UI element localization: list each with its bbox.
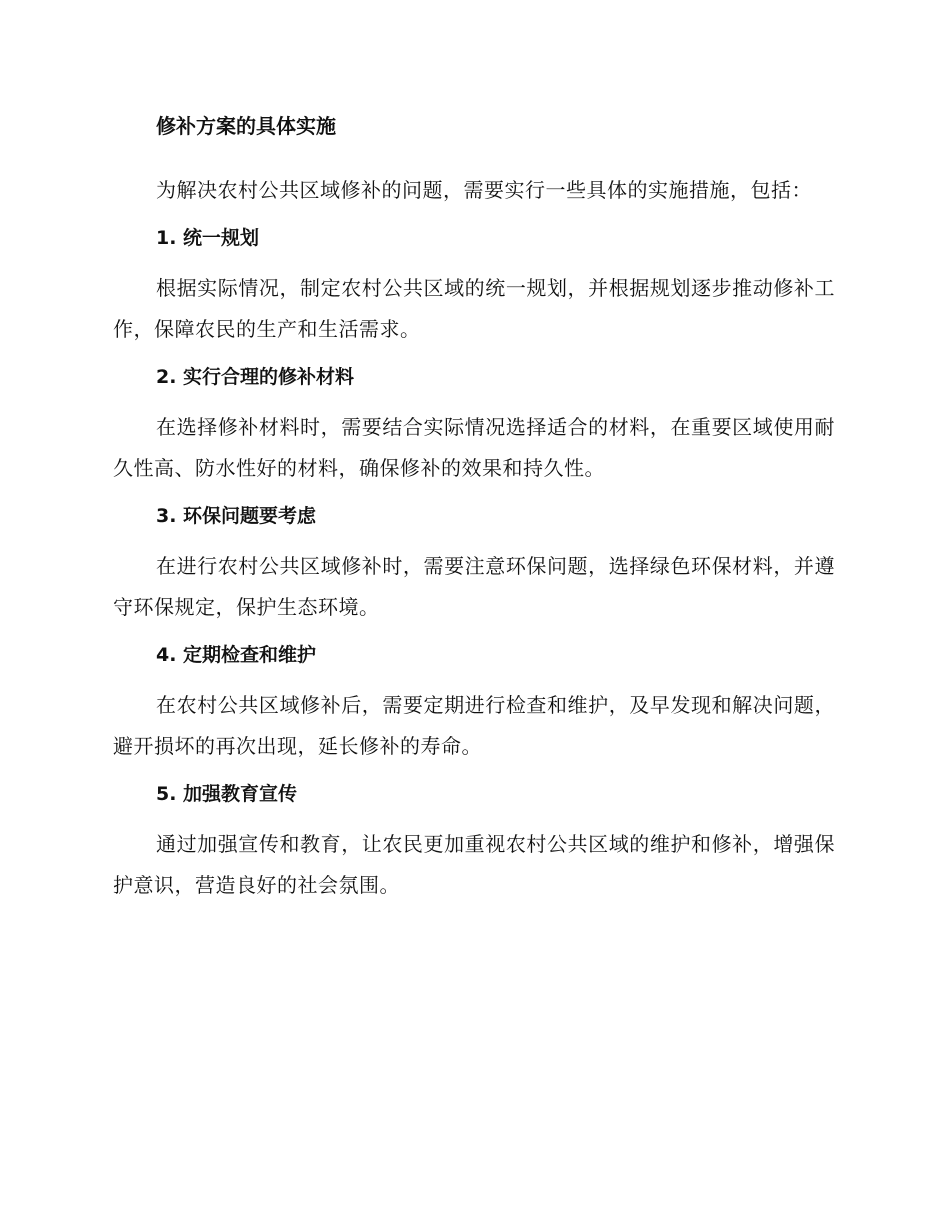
section-heading: 2. 实行合理的修补材料 (156, 366, 355, 388)
section-2 (113, 359, 835, 489)
section-paragraph: 根据实际情况，制定农村公共区域的统一规划，并根据规划逐步推动修补工作，保障农民的生产和生活需求。 (113, 276, 835, 341)
section-paragraph: 在进行农村公共区域修补时，需要注意环保问题，选择绿色环保材料，并遵守环保规定，保护生态环境。 (113, 554, 835, 619)
section-heading: 3. 环保问题要考虑 (156, 505, 317, 527)
intro-paragraph: 为解决农村公共区域修补的问题，需要实行一些具体的实施措施，包括： (156, 178, 812, 202)
section-paragraph: 通过加强宣传和教育，让农民更加重视农村公共区域的维护和修补，增强保护意识，营造良好的社会氛围。 (113, 832, 835, 897)
section-4 (113, 637, 835, 767)
section-heading: 1. 统一规划 (156, 227, 260, 249)
section-paragraph: 在选择修补材料时，需要结合实际情况选择适合的材料，在重要区域使用耐久性高、防水性好的材料，确保修补的效果和持久性。 (113, 415, 835, 480)
section-paragraph: 在农村公共区域修补后，需要定期进行检查和维护，及早发现和解决问题，避开损坏的再次出现，延长修补的寿命。 (113, 693, 835, 758)
section-heading: 4. 定期检查和维护 (156, 644, 317, 666)
document-content (113, 108, 835, 915)
section-heading: 5. 加强教育宣传 (156, 783, 298, 805)
section-3 (113, 498, 835, 628)
section-1 (113, 220, 835, 350)
section-5 (113, 776, 835, 906)
document-title: 修补方案的具体实施 (156, 114, 336, 138)
